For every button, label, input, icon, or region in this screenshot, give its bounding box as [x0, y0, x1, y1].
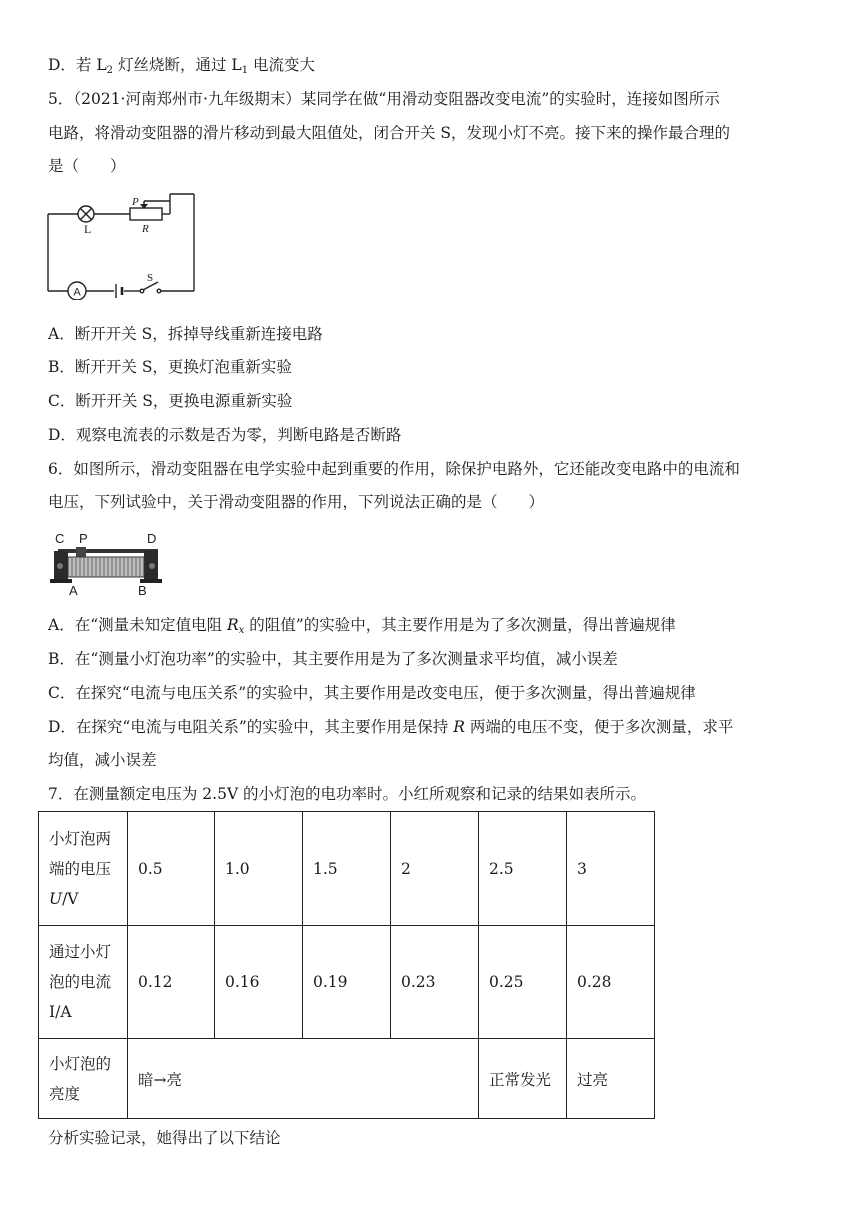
q7-stem: 7．在测量额定电压为 2.5V 的小灯泡的电功率时。小红所观察和记录的结果如表所示。: [48, 785, 647, 803]
battery-symbol: [116, 284, 122, 298]
q6-a-text-1: A．在“测量未知定值电阻: [48, 616, 228, 634]
current-cell: 0.28: [567, 926, 655, 1039]
ammeter-symbol: [68, 282, 86, 300]
q6-option-d-line-2: 均值，减小误差: [48, 751, 157, 769]
voltage-header: 小灯泡两 端的电压 U/V: [39, 812, 128, 926]
q5-option-b: B．断开开关 S，更换灯泡重新实验: [48, 358, 292, 376]
terminal-c-label: C: [55, 531, 65, 546]
terminal-d-label: D: [147, 531, 157, 546]
switch-label: S: [147, 272, 154, 284]
q7-data-table: [38, 811, 655, 1119]
lamp-label: L: [84, 222, 92, 236]
q5-stem-line-3: 是（ ）: [48, 157, 126, 175]
q4-d-text-2: 灯丝烧断，通过 L: [113, 56, 242, 74]
q7-after-table: 分析实验记录，她得出了以下结论: [48, 1129, 281, 1147]
q6-d-text-1: D．在探究“电流与电阻关系”的实验中，其主要作用是保持: [48, 718, 454, 736]
q6-d-text-2: 两端的电压不变，便于多次测量，求平: [464, 718, 734, 736]
q5-stem-line-1: 5．（2021·河南郑州市·九年级期末）某同学在做“用滑动变阻器改变电流”的实验时，连接如图所示: [48, 90, 720, 108]
q4-d-sub-1: 2: [106, 65, 114, 76]
voltage-cell: 0.5: [128, 812, 215, 926]
current-header: 通过小灯 泡的电流 I/A: [39, 926, 128, 1039]
voltage-cell: 1.0: [215, 812, 303, 926]
current-cell: 0.25: [479, 926, 567, 1039]
voltage-cell: 2.5: [479, 812, 567, 926]
voltage-cell: 2: [391, 812, 479, 926]
table-row-brightness: [39, 1039, 655, 1119]
terminal-b-label: B: [138, 583, 147, 598]
q6-a-r: R: [227, 616, 239, 634]
current-cell: 0.23: [391, 926, 479, 1039]
q4-d-text-1: D．若 L: [48, 56, 107, 74]
q6-a-text-2: 的阻值”的实验中，其主要作用是为了多次测量，得出普遍规律: [244, 616, 676, 634]
brightness-cell: 暗→亮: [128, 1039, 479, 1119]
current-cell: 0.19: [303, 926, 391, 1039]
q6-a-sub-x: x: [238, 625, 245, 636]
q6-rheostat-figure: [46, 529, 176, 599]
q6-stem-line-1: 6．如图所示，滑动变阻器在电学实验中起到重要的作用，除保护电路外，它还能改变电路中的电流和: [48, 460, 740, 478]
terminal-a-label: A: [69, 583, 78, 598]
table-row-current: [39, 926, 655, 1039]
svg-text:A: A: [73, 286, 81, 299]
q6-option-a: [48, 614, 676, 642]
q4-d-sub-2: 1: [241, 65, 249, 76]
q5-circuit-diagram: [44, 192, 200, 300]
q4-d-text-3: 电流变大: [248, 56, 315, 74]
brightness-cell: 过亮: [567, 1039, 655, 1119]
voltage-cell: 3: [567, 812, 655, 926]
brightness-header: 小灯泡的 亮度: [39, 1039, 128, 1119]
q5-option-c: C．断开开关 S，更换电源重新实验: [48, 392, 293, 410]
lamp-symbol: [78, 206, 94, 222]
brightness-cell: 正常发光: [479, 1039, 567, 1119]
current-cell: 0.12: [128, 926, 215, 1039]
q6-option-c: C．在探究“电流与电压关系”的实验中，其主要作用是改变电压，便于多次测量，得出普遍规律: [48, 684, 696, 702]
q6-d-r: R: [453, 718, 465, 736]
current-cell: 0.16: [215, 926, 303, 1039]
q5-stem-line-2: 电路，将滑动变阻器的滑片移动到最大阻值处，闭合开关 S，发现小灯不亮。接下来的操作最合理的: [48, 124, 731, 142]
voltage-cell: 1.5: [303, 812, 391, 926]
table-row-voltage: [39, 812, 655, 926]
q6-option-d: [48, 716, 733, 738]
q5-option-a: A．断开开关 S，拆掉导线重新连接电路: [48, 325, 323, 343]
q6-stem-line-2: 电压，下列试验中，关于滑动变阻器的作用，下列说法正确的是（ ）: [48, 493, 545, 511]
slider-p-label: P: [79, 531, 88, 546]
resistor-symbol: [130, 208, 162, 220]
q6-option-b: B．在“测量小灯泡功率”的实验中，其主要作用是为了多次测量求平均值，减小误差: [48, 650, 618, 668]
resistor-label: R: [142, 223, 149, 235]
q4-option-d: [48, 54, 315, 82]
q5-option-d: D．观察电流表的示数是否为零，判断电路是否断路: [48, 426, 402, 444]
slider-label: P: [132, 196, 139, 208]
